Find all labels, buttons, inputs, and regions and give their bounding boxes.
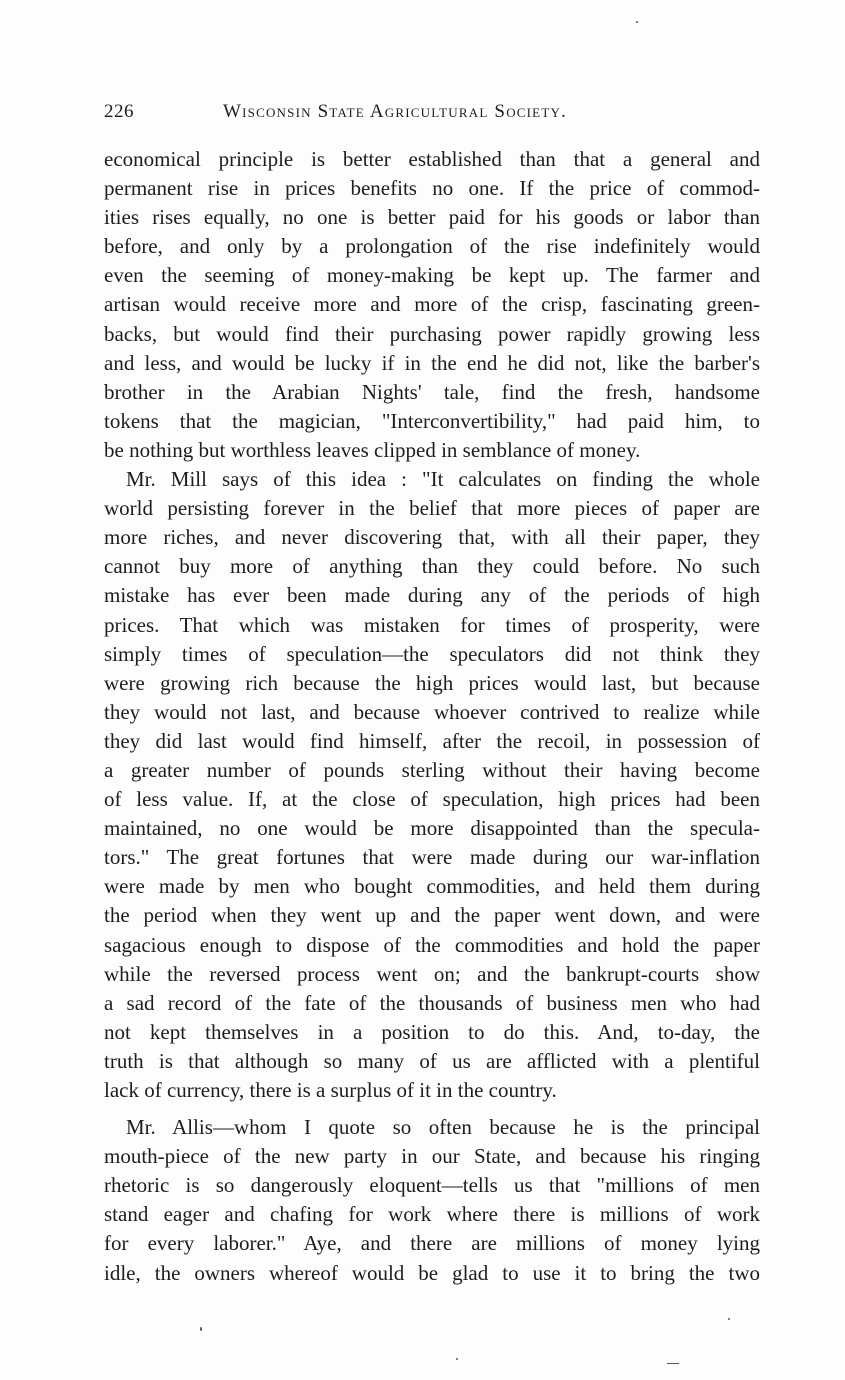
text-line: simply times of speculation—the speculators did not think they bbox=[104, 641, 760, 666]
text-line: permanent rise in prices benefits no one. If the price of commod- bbox=[104, 176, 760, 201]
text-line: Mr. Mill says of this idea : "It calculates on finding the whole bbox=[126, 467, 760, 492]
text-line: before, and only by a prolongation of the rise indefinitely would bbox=[104, 234, 760, 259]
paper-speck bbox=[636, 21, 638, 23]
text-line: maintained, no one would be more disappointed than the specula- bbox=[104, 816, 760, 841]
paper-speck bbox=[728, 1318, 730, 1320]
text-line: artisan would receive more and more of the crisp, fascinating green- bbox=[104, 292, 760, 317]
text-line: and less, and would be lucky if in the end he did not, like the barber's bbox=[104, 350, 760, 375]
text-line: of less value. If, at the close of speculation, high prices had been bbox=[104, 787, 760, 812]
text-line: prices. That which was mistaken for times of prosperity, were bbox=[104, 612, 760, 637]
text-line: for every laborer." Aye, and there are millions of money lying bbox=[104, 1231, 760, 1256]
text-line: idle, the owners whereof would be glad to use it to bring the two bbox=[104, 1260, 760, 1285]
text-line: sagacious enough to dispose of the commodities and hold the paper bbox=[104, 932, 760, 957]
text-line: be nothing but worthless leaves clipped in semblance of money. bbox=[104, 437, 641, 462]
text-line: a sad record of the fate of the thousands of business men who had bbox=[104, 990, 760, 1015]
text-line: ities rises equally, no one is better paid for his goods or labor than bbox=[104, 205, 760, 230]
text-line: brother in the Arabian Nights' tale, find the fresh, handsome bbox=[104, 379, 760, 404]
page-number: 226 bbox=[104, 101, 134, 122]
text-line: were growing rich because the high prices would last, but because bbox=[104, 670, 760, 695]
text-line: lack of currency, there is a surplus of it in the country. bbox=[104, 1078, 557, 1102]
journal-title: Wisconsin State Agricultural Society. bbox=[223, 101, 568, 122]
text-line: stand eager and chafing for work where there is millions of work bbox=[104, 1202, 760, 1227]
running-head bbox=[104, 101, 764, 131]
paper-speck bbox=[667, 1363, 679, 1364]
paper-speck bbox=[456, 1358, 458, 1360]
text-line: backs, but would find their purchasing power rapidly growing less bbox=[104, 321, 760, 346]
text-line: they would not last, and because whoever contrived to realize while bbox=[104, 699, 760, 724]
paragraph-2 bbox=[104, 465, 760, 1105]
text-line: tokens that the magician, "Interconvertibility," had paid him, to bbox=[104, 408, 760, 433]
text-line: world persisting forever in the belief that more pieces of paper are bbox=[104, 496, 760, 521]
text-line: a greater number of pounds sterling without their having become bbox=[104, 757, 760, 782]
paragraph-1 bbox=[104, 145, 760, 465]
text-line: economical principle is better established than that a general and bbox=[104, 147, 760, 171]
text-line: truth is that although so many of us are afflicted with a plentiful bbox=[104, 1048, 760, 1073]
text-line: Mr. Allis—whom I quote so often because he is the principal bbox=[126, 1115, 760, 1140]
paper-speck bbox=[200, 1327, 202, 1331]
text-line: even the seeming of money-making be kept up. The farmer and bbox=[104, 263, 760, 288]
text-line: the period when they went up and the paper went down, and were bbox=[104, 903, 760, 928]
paragraph-3 bbox=[104, 1113, 760, 1288]
text-line: they did last would find himself, after the recoil, in possession of bbox=[104, 728, 760, 753]
text-line: were made by men who bought commodities, and held them during bbox=[104, 874, 760, 899]
text-line: mouth-piece of the new party in our State, and because his ringing bbox=[104, 1144, 760, 1169]
text-line: rhetoric is so dangerously eloquent—tells us that "millions of men bbox=[104, 1173, 760, 1198]
text-line: while the reversed process went on; and the bankrupt-courts show bbox=[104, 961, 760, 986]
body-text bbox=[104, 145, 760, 1288]
text-line: not kept themselves in a position to do this. And, to-day, the bbox=[104, 1019, 760, 1044]
text-line: tors." The great fortunes that were made during our war-inflation bbox=[104, 845, 760, 870]
text-line: more riches, and never discovering that, with all their paper, they bbox=[104, 525, 760, 550]
text-line: cannot buy more of anything than they could before. No such bbox=[104, 554, 760, 579]
text-line: mistake has ever been made during any of the periods of high bbox=[104, 583, 760, 608]
